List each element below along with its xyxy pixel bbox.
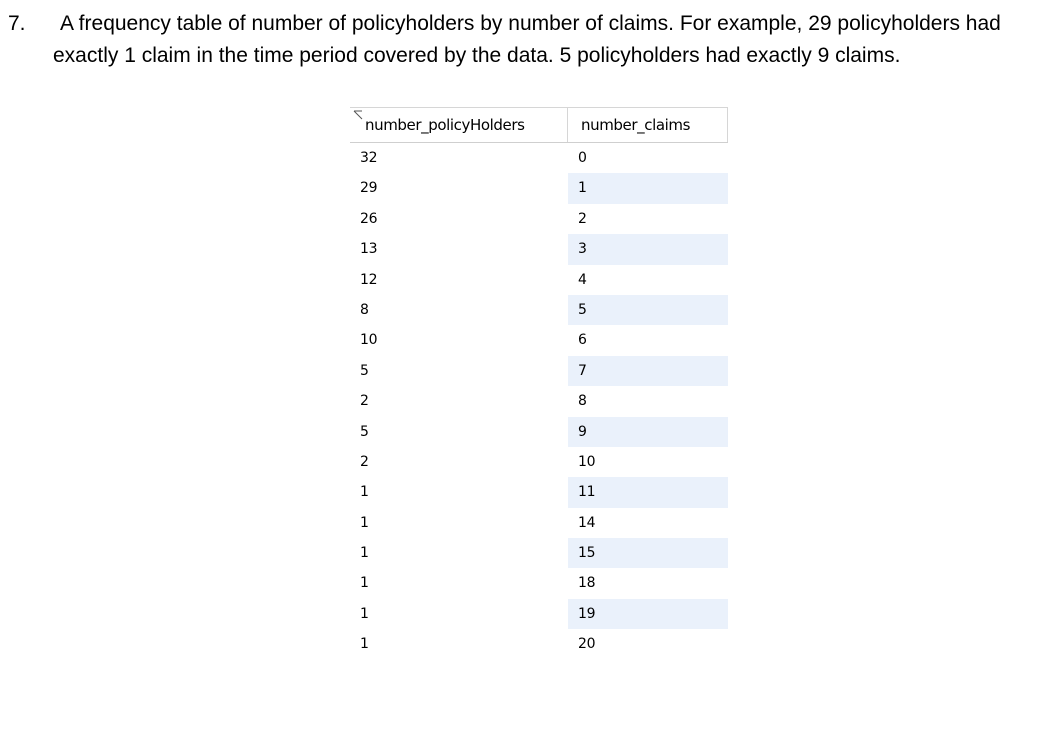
table-row bbox=[350, 356, 728, 386]
cell-number-policyholders[interactable]: 1 bbox=[360, 514, 369, 531]
cell-number-policyholders[interactable]: 26 bbox=[360, 210, 378, 227]
cell-number-policyholders[interactable]: 1 bbox=[350, 538, 568, 568]
cell-number-policyholders[interactable]: 10 bbox=[360, 332, 378, 349]
cell-number-claims[interactable]: 9 bbox=[578, 423, 587, 440]
cell-number-claims[interactable]: 7 bbox=[578, 362, 587, 379]
cell-number-claims[interactable]: 0 bbox=[578, 150, 587, 166]
cell-number-claims[interactable]: 20 bbox=[578, 636, 596, 653]
table-row bbox=[350, 386, 728, 416]
question-text: A frequency table of number of policyholders by number of claims. For example, 29 policyholders had exactly 1 claim in the time period covered by the data. 5 policyholders had exactly 9 claims. bbox=[53, 12, 1001, 67]
cell-number-policyholders[interactable]: 1 bbox=[350, 477, 568, 507]
cell-number-claims[interactable]: 19 bbox=[578, 605, 596, 622]
cell-number-claims[interactable]: 10 bbox=[578, 453, 596, 470]
table-row bbox=[350, 234, 728, 264]
table-row bbox=[350, 204, 728, 234]
column-header-claims[interactable]: number_claims bbox=[568, 108, 728, 142]
cell-number-claims[interactable]: 8 bbox=[578, 393, 587, 410]
cell-number-claims[interactable]: 2 bbox=[578, 210, 587, 227]
table-row bbox=[350, 508, 728, 538]
cell-number-claims[interactable]: 1 bbox=[578, 180, 587, 197]
cell-number-claims[interactable]: 5 bbox=[578, 301, 587, 318]
table-row bbox=[350, 599, 728, 629]
table-row bbox=[350, 568, 728, 598]
table-row bbox=[350, 325, 728, 355]
table-row bbox=[350, 447, 728, 477]
cell-number-claims[interactable]: 18 bbox=[578, 575, 596, 592]
cell-number-policyholders[interactable]: 5 bbox=[350, 417, 568, 447]
cell-number-claims[interactable]: 14 bbox=[578, 514, 596, 531]
cell-number-policyholders[interactable]: 29 bbox=[350, 173, 568, 203]
cell-number-policyholders[interactable]: 2 bbox=[360, 453, 369, 470]
question-block bbox=[8, 8, 1053, 72]
cell-number-policyholders[interactable]: 32 bbox=[360, 150, 378, 166]
results-grid bbox=[350, 107, 728, 660]
cell-number-policyholders[interactable]: 1 bbox=[360, 575, 369, 592]
cell-number-policyholders[interactable]: 2 bbox=[360, 393, 369, 410]
cell-number-claims[interactable]: 15 bbox=[578, 545, 596, 562]
cell-number-policyholders[interactable]: 13 bbox=[350, 234, 568, 264]
table-row bbox=[350, 417, 728, 447]
table-row bbox=[350, 265, 728, 295]
grid-body bbox=[350, 143, 728, 660]
question-number: 7. bbox=[8, 12, 26, 35]
table-row bbox=[350, 143, 728, 173]
cell-number-claims[interactable]: 11 bbox=[578, 484, 596, 501]
table-row bbox=[350, 538, 728, 568]
table-row bbox=[350, 173, 728, 203]
cell-number-policyholders[interactable]: 5 bbox=[350, 356, 568, 386]
table-row bbox=[350, 477, 728, 507]
cell-number-policyholders[interactable]: 1 bbox=[350, 599, 568, 629]
column-header-policyholders[interactable]: number_policyHolders bbox=[350, 108, 568, 142]
cell-number-claims[interactable]: 4 bbox=[578, 271, 587, 288]
table-row bbox=[350, 295, 728, 325]
cell-number-policyholders[interactable]: 1 bbox=[360, 636, 369, 653]
cell-number-policyholders[interactable]: 8 bbox=[350, 295, 568, 325]
cell-number-claims[interactable]: 6 bbox=[578, 332, 587, 349]
table-row bbox=[350, 629, 728, 659]
grid-header bbox=[350, 107, 728, 143]
cell-number-claims[interactable]: 3 bbox=[578, 241, 587, 258]
cell-number-policyholders[interactable]: 12 bbox=[360, 271, 378, 288]
